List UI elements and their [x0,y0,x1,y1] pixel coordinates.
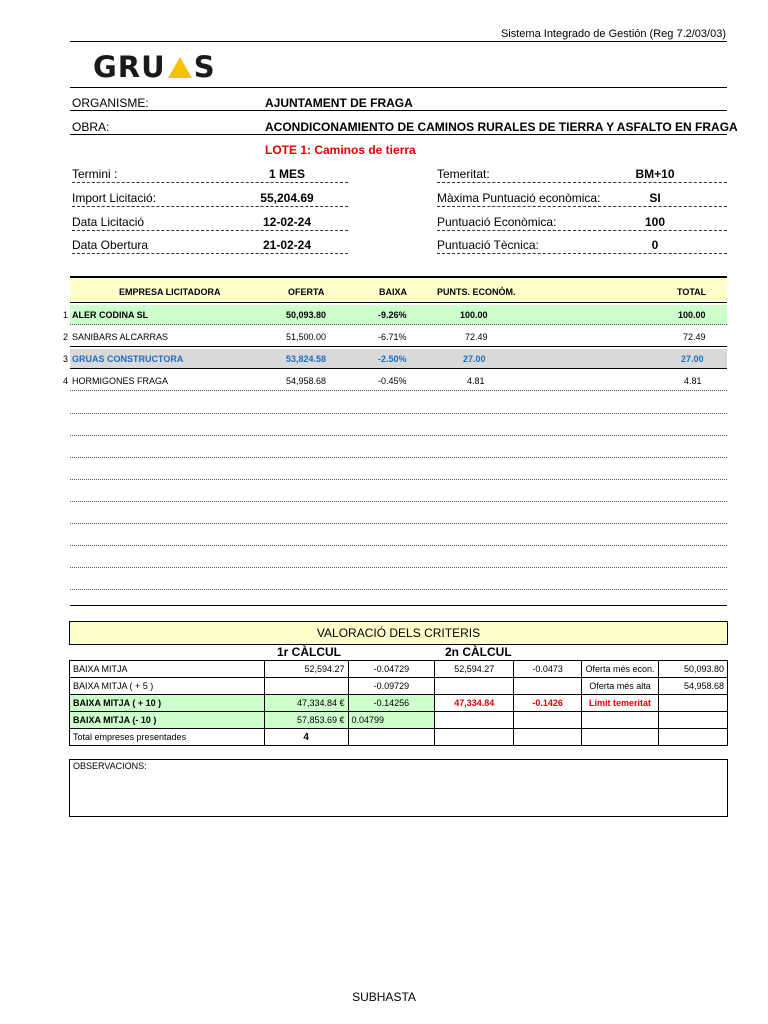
organisme-rule [70,110,727,111]
field-value: BM+10 [635,167,675,181]
row-number: 3 [63,354,69,364]
empty-row-line [70,413,727,414]
footer-label: SUBHASTA [352,990,416,1004]
lote-title: LOTE 1: Caminos de tierra [265,143,416,157]
field-puntuacio-economica [437,215,727,235]
table-row [70,371,727,391]
criteria-cell: 4 [264,729,348,746]
criteria-cell: 52,594.27 [264,661,348,678]
col-header-baixa: BAIXA [379,287,408,297]
field-value: 55,204.69 [260,191,314,205]
row-number: 1 [63,310,69,320]
calc1-heading: 1r CÀLCUL [277,645,342,659]
criteria-row [70,661,728,678]
obra-label: OBRA: [72,120,110,134]
row-number: 4 [63,376,69,386]
criteria-row [70,695,728,712]
col-header-punts: PUNTS. ECONÒM. [437,287,516,297]
system-reference: Sistema Integrado de Gestión (Reg 7.2/03/03) [500,28,726,40]
cell-baixa: -9.26% [378,310,407,320]
cell-total: 72.49 [683,332,706,342]
field-label: Import Licitació: [72,191,157,205]
organisme-label: ORGANISME: [72,96,149,110]
criteria-cell: Oferta més econ. [582,661,659,678]
col-header-oferta: OFERTA [288,287,325,297]
row-number: 2 [63,332,69,342]
cell-oferta: 51,500.00 [286,332,327,342]
criteria-cell: 50,093.80 [659,661,728,678]
empty-row-line [70,545,727,546]
criteria-cell [659,729,728,746]
bidders-table-header [70,276,727,303]
observacions-box [69,759,728,817]
field-data-obertura [72,238,348,258]
logo-rule [70,87,727,88]
table-row [70,349,727,369]
criteria-label: BAIXA MITJA (- 10 ) [70,712,265,729]
criteria-cell: Oferta més alta [582,678,659,695]
field-value: 100 [644,215,666,229]
criteria-cell: -0.0473 [514,661,582,678]
criteria-cell [435,712,514,729]
field-label: Puntuació Econòmica: [437,215,557,229]
criteria-cell [435,678,514,695]
field-label: Termini : [72,167,118,181]
criteria-cell: 57,853.69 € [264,712,348,729]
organisme-value: AJUNTAMENT DE FRAGA [265,96,413,110]
field-value: 21-02-24 [262,238,312,252]
cell-empresa: ALER CODINA SL [72,310,149,320]
obra-value: ACONDICONAMIENTO DE CAMINOS RURALES DE TIERRA Y ASFALTO EN FRAGA [265,120,738,134]
cell-punts: 100.00 [460,310,488,320]
cell-oferta: 53,824.58 [286,354,327,364]
table-row [70,305,727,325]
field-value: 1 MES [268,167,305,181]
empty-row-line [70,589,727,590]
empty-row-line [70,567,727,568]
criteria-cell: 47,334.84 [435,695,514,712]
criteria-cell [514,729,582,746]
criteria-cell: -0.04729 [348,661,435,678]
cell-total: 27.00 [681,354,704,364]
criteria-cell: Límit temeritat [582,695,659,712]
col-header-total: TOTAL [677,287,707,297]
criteria-cell [582,729,659,746]
cell-punts: 27.00 [463,354,486,364]
empty-row-line [70,457,727,458]
field-label: Data Obertura [72,238,149,252]
criteria-label: BAIXA MITJA ( + 10 ) [70,695,265,712]
field-data-licitacio [72,215,348,235]
criteria-label: BAIXA MITJA ( + 5 ) [70,678,265,695]
cell-empresa: GRUAS CONSTRUCTORA [72,354,184,364]
criteria-table [69,660,728,746]
empty-row-line [70,479,727,480]
field-maxima-puntuacio [437,191,727,211]
criteria-cell [582,712,659,729]
criteria-cell [348,729,435,746]
criteria-cell [659,695,728,712]
criteria-cell [514,712,582,729]
criteria-cell: 52,594.27 [435,661,514,678]
field-value: 12-02-24 [262,215,312,229]
field-label: Temeritat: [437,167,490,181]
criteria-cell [514,678,582,695]
col-header-empresa: EMPRESA LICITADORA [119,287,221,297]
gruas-logo [93,50,216,84]
field-label: Data Licitació [72,215,145,229]
criteria-cell [659,712,728,729]
field-import-licitacio [72,191,348,211]
header-rule [70,41,727,42]
field-label: Màxima Puntuació econòmica: [437,191,601,205]
criteria-cell: 0.04799 [348,712,435,729]
logo-text-right: S [193,50,216,84]
criteria-row [70,678,728,695]
criteria-cell: 47,334.84 € [264,695,348,712]
valoracio-title: VALORACIÓ DELS CRITERIS [69,621,728,645]
logo-triangle-icon [167,55,193,79]
table-row [70,327,727,347]
obra-rule [70,134,727,135]
field-value: 0 [651,238,659,252]
criteria-cell: -0.1426 [514,695,582,712]
cell-total: 4.81 [684,376,702,386]
empty-row-line [70,523,727,524]
empty-row-line [70,501,727,502]
field-value: SI [649,191,661,205]
criteria-cell [264,678,348,695]
cell-punts: 72.49 [465,332,488,342]
cell-oferta: 54,958.68 [286,376,327,386]
criteria-label: BAIXA MITJA [70,661,265,678]
field-puntuacio-tecnica [437,238,727,258]
cell-baixa: -0.45% [378,376,407,386]
criteria-cell: -0.09729 [348,678,435,695]
field-label: Puntuació Tècnica: [437,238,539,252]
cell-punts: 4.81 [467,376,485,386]
cell-baixa: -2.50% [378,354,407,364]
cell-empresa: SANIBARS ALCARRAS [72,332,169,342]
cell-total: 100.00 [678,310,706,320]
logo-text-left: GRU [93,50,166,84]
criteria-cell: -0.14256 [348,695,435,712]
criteria-row [70,712,728,729]
observacions-label: OBSERVACIONS: [73,761,147,771]
calc2-heading: 2n CÀLCUL [445,645,512,659]
field-temeritat [437,167,727,187]
cell-empresa: HORMIGONES FRAGA [72,376,169,386]
criteria-label: Total empreses presentades [70,729,265,746]
empty-row-line [70,435,727,436]
cell-baixa: -6.71% [378,332,407,342]
criteria-row [70,729,728,746]
cell-oferta: 50,093.80 [286,310,327,320]
table-bottom-rule [70,605,727,606]
field-termini [72,167,348,187]
criteria-cell [435,729,514,746]
criteria-cell: 54,958.68 [659,678,728,695]
